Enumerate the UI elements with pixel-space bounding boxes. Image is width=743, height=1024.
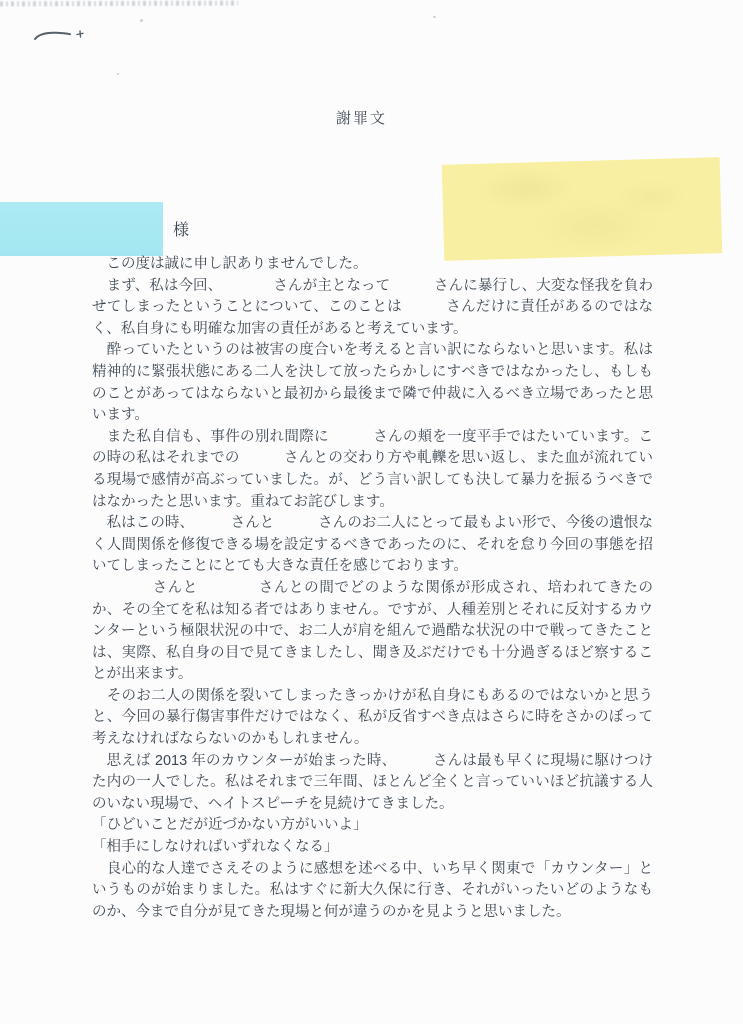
letter-paragraph-4: また私自信も、事件の別れ間際に さんの頬を一度平手ではたいています。この時の私はそれまでの さんとの交わり方や軋轢を思い返し、また血が流れている現場で感情が高ぶっていました。が、どう言い訳しても決して暴力を振るうべきではなかったと思います。重ねてお詫びします。 — [92, 428, 653, 510]
letter-paragraph-7: そのお二人の関係を裂いてしまったきっかけが私自身にもあるのではないかと思うと、今回の暴行傷害事件だけではなく、私が反省すべき点はさらに時をさかのぼって考えなければならないのかもしれません。 — [92, 687, 653, 748]
scan-artifact-top-edge — [0, 1, 238, 7]
letter-paragraph-6: さんと さんとの間でどのような関係が形成され、培われてきたのか、その全てを私は知る者ではありません。ですが、人種差別とそれに反対するカウンターという極限状況の中で、お二人が肩を組んで過酷な状況の中で戦ってきたことは、実際、私自身の目で見てきましたし、聞き及ぶだけでも十分過ぎるほど察することが出来ます。 — [92, 579, 653, 683]
redaction-sender-block — [442, 157, 723, 261]
letter-paragraph-9: 良心的な人達でさえそのように感想を述べる中、いち早く関東で「カウンター」というものが始まりました。私はすぐに新大久保に行き、それがいったいどのようなものか、今まで自分が見てきた現場と何が違うのかを見ようと思いました。 — [92, 860, 653, 920]
addressee-honorific: 様 — [173, 222, 190, 239]
letter-paragraph-3: 酔っていたというのは被害の度合いを考えると言い訳にならないと思います。私は精神的に緊張状態にある二人を決して放ったらかしにすべきではなかったし、もしものことがあってはならないと最初から最後まで隣で仲裁に入るべき立場であったと思います。 — [92, 342, 653, 424]
redaction-recipient-name — [0, 202, 163, 256]
scan-speck — [140, 19, 143, 22]
letter-quote-line-1: 「ひどいことだが近づかない方がいいよ」 — [92, 817, 368, 834]
letter-quote-line-2: 「相手にしなければいずれなくなる」 — [92, 839, 339, 856]
scan-speck — [117, 73, 119, 75]
handwritten-mark — [32, 26, 96, 46]
letter-paragraph-5: 私はこの時、 さんと さんのお二人にとって最もよい形で、今後の遺恨なく人間関係を修復できる場を設定するべきであったのに、それを怠り今回の事態を招いてしまったことにとても大きな責任を感じております。 — [92, 515, 653, 575]
letter-paragraph-1: この度は誠に申し訳ありませんでした。 — [92, 256, 368, 272]
letter-paragraph-2: まず、私は今回、 さんが主となって さんに暴行し、大変な怪我を負わせてしまったということについて、このことは さんだけに責任があるのではなく、私自身にも明確な加害の責任があると考えています。 — [92, 277, 653, 337]
scan-speck — [433, 16, 436, 18]
letter-body — [92, 254, 653, 923]
letter-paragraph-8: 思えば 2013 年のカウンターが始まった時、 さんは最も早くに現場に駆けつけた内の一人でした。私はそれまで三年間、ほとんど全くと言っていいほど抗議する人のいない現場で、ヘイトスピーチを見続けてきました。 — [92, 752, 653, 812]
page-title: 謝罪文 — [336, 110, 388, 127]
